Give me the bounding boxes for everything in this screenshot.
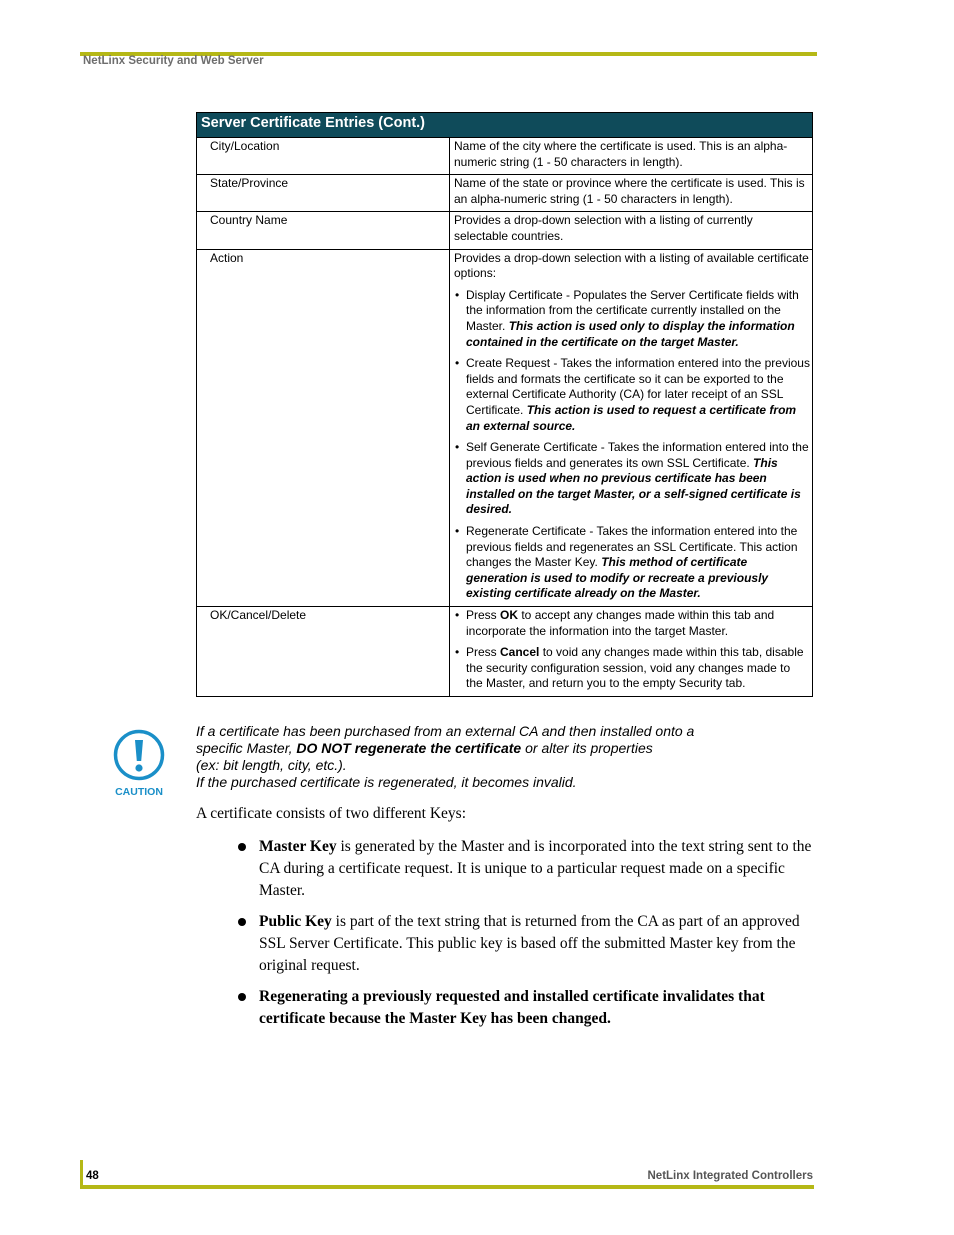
caution-note [196, 723, 756, 791]
text: to accept any changes made within this tab and incorporate the information into the target Master. [466, 608, 775, 638]
key-text: is generated by the Master and is incorporated into the text string sent to the CA during a certificate request. It is unique to a particular request made on a specific Master. [259, 838, 812, 899]
option-note: This action is used when no previous certificate has been installed on the target Master, or a self-signed certificate is desired. [466, 455, 801, 517]
action-option [454, 524, 810, 602]
option-text: Self Generate Certificate - Takes the information entered into the previous fields and generates its own SSL Certificate. [466, 440, 809, 470]
table-header-row [197, 113, 813, 138]
key-term: Regenerating a previously requested and installed certificate invalidates that certificate because the Master Key has been changed. [259, 988, 765, 1027]
text: or alter its properties [521, 740, 653, 756]
key-term: Public Key [259, 913, 332, 930]
option-text: Display Certificate - Populates the Server Certificate fields with the information from the certificate currently installed on the Master. [466, 287, 799, 333]
row-description [450, 249, 813, 606]
row-label: State/Province [197, 175, 450, 212]
key-term: Master Key [259, 838, 337, 855]
caution-line: If the purchased certificate is regenerated, it becomes invalid. [196, 774, 577, 790]
running-head: NetLinx Security and Web Server [83, 55, 264, 67]
row-label: Action [197, 249, 450, 606]
row-description: Name of the city where the certificate is used. This is an alpha-numeric string (1 - 50 characters in length). [450, 138, 813, 175]
text: Press [466, 608, 501, 623]
keys-intro: A certificate consists of two different Keys: [196, 805, 467, 822]
action-option [454, 356, 810, 434]
option-note: This action is used only to display the information contained in the certificate on the target Master. [466, 318, 795, 349]
text: to void any changes made within this tab, disable the security configuration session, void any changes made to the Master, and return you to the empty Security tab. [466, 645, 804, 691]
option-text: Regenerate Certificate - Takes the information entered into the previous fields and regenerates an SSL Certificate. This action changes the Master Key. [466, 524, 798, 570]
table-header: Server Certificate Entries (Cont.) [197, 113, 813, 138]
action-option [454, 288, 810, 350]
caution-line: If a certificate has been purchased from an external CA and then installed onto a [196, 723, 695, 739]
page-number: 48 [86, 1170, 99, 1182]
action-intro: Provides a drop-down selection with a listing of available certificate options: [454, 250, 809, 281]
server-certificate-table [196, 112, 813, 697]
caution-line [196, 740, 756, 757]
action-option [454, 440, 810, 518]
caution-label: CAUTION [115, 786, 163, 798]
list-item [259, 836, 819, 902]
button-name: OK [500, 608, 519, 623]
text: Press [466, 645, 501, 660]
row-label: City/Location [197, 138, 450, 175]
table-row [197, 175, 813, 212]
button-description [454, 645, 810, 692]
table-row [197, 138, 813, 175]
list-item [259, 986, 819, 1030]
table-row [197, 212, 813, 249]
key-text: is part of the text string that is returned from the CA as part of an approved SSL Server Certificate. This public key is based off the submitted Master key from the original request. [259, 913, 800, 974]
caution-emphasis: DO NOT regenerate the certificate [296, 740, 522, 756]
footer-title: NetLinx Integrated Controllers [647, 1170, 813, 1182]
row-description [450, 607, 813, 697]
button-name: Cancel [500, 645, 540, 660]
button-description [454, 608, 810, 639]
table-row [197, 607, 813, 697]
caution-icon [112, 728, 166, 800]
footer-rule [80, 1185, 814, 1189]
row-label: Country Name [197, 212, 450, 249]
row-description: Provides a drop-down selection with a listing of currently selectable countries. [450, 212, 813, 249]
table-row [197, 249, 813, 606]
row-label: OK/Cancel/Delete [197, 607, 450, 697]
option-note: This method of certificate generation is used to modify or recreate a previously existing certificate already on the Master. [466, 555, 769, 601]
text: specific Master, [196, 740, 297, 756]
option-note: This action is used to request a certificate from an external source. [466, 402, 797, 433]
list-item [259, 911, 819, 977]
caution-line: (ex: bit length, city, etc.). [196, 757, 347, 773]
option-text: Create Request - Takes the information entered into the previous fields and formats the certificate so it can be exported to the external Certificate Authority (CA) for later receipt of an SSL Certificate. [466, 356, 810, 417]
row-description: Name of the state or province where the certificate is used. This is an alpha-numeric string (1 - 50 characters in length). [450, 175, 813, 212]
keys-list [259, 836, 819, 1039]
